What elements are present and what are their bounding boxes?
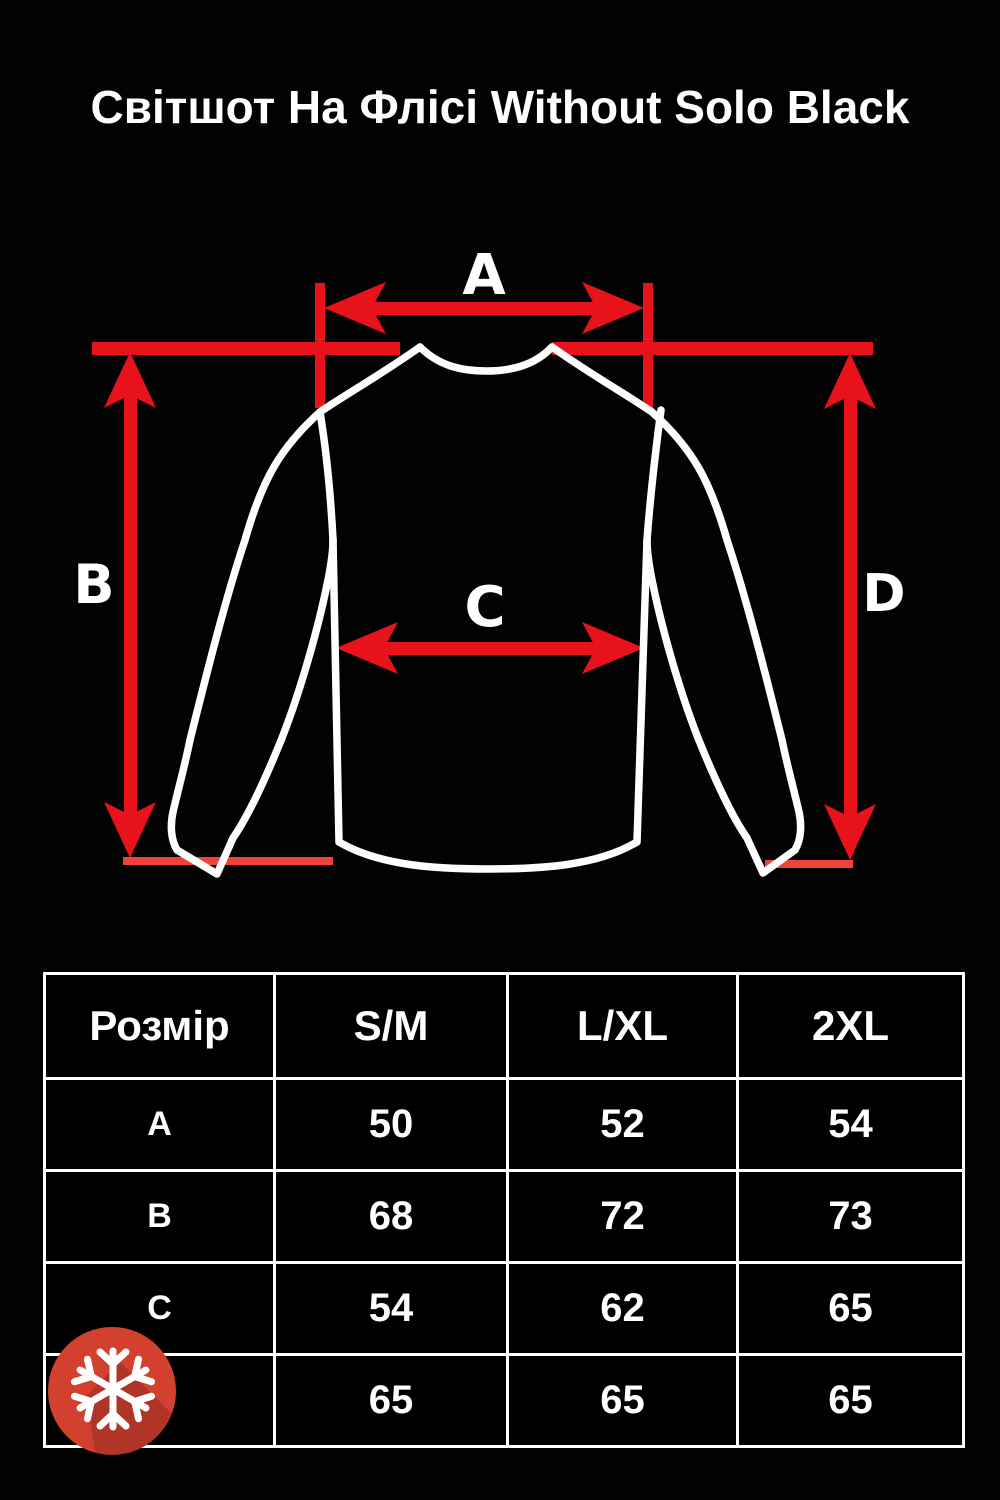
label-a: A	[462, 243, 506, 308]
row-label: C	[45, 1263, 275, 1355]
cell-value: 50	[275, 1079, 508, 1171]
label-d: D	[862, 564, 906, 624]
page-title: Світшот На Флісі Without Solo Black	[90, 81, 910, 133]
cell-value: 54	[275, 1263, 508, 1355]
label-b: B	[73, 553, 115, 616]
cell-value: 72	[508, 1171, 738, 1263]
header-sm: S/M	[275, 974, 508, 1079]
cell-value: 73	[738, 1171, 964, 1263]
header-lxl: L/XL	[508, 974, 738, 1079]
cell-value: 62	[508, 1263, 738, 1355]
cell-value: 65	[508, 1355, 738, 1447]
cell-value: 54	[738, 1079, 964, 1171]
header-size: Розмір	[45, 974, 275, 1079]
cell-value: 65	[738, 1355, 964, 1447]
cell-value: 65	[738, 1263, 964, 1355]
row-label: A	[45, 1079, 275, 1171]
row-label: B	[45, 1171, 275, 1263]
header-2xl: 2XL	[738, 974, 964, 1079]
cell-value: 52	[508, 1079, 738, 1171]
cell-value: 65	[275, 1355, 508, 1447]
label-c: C	[464, 575, 506, 640]
cell-value: 68	[275, 1171, 508, 1263]
